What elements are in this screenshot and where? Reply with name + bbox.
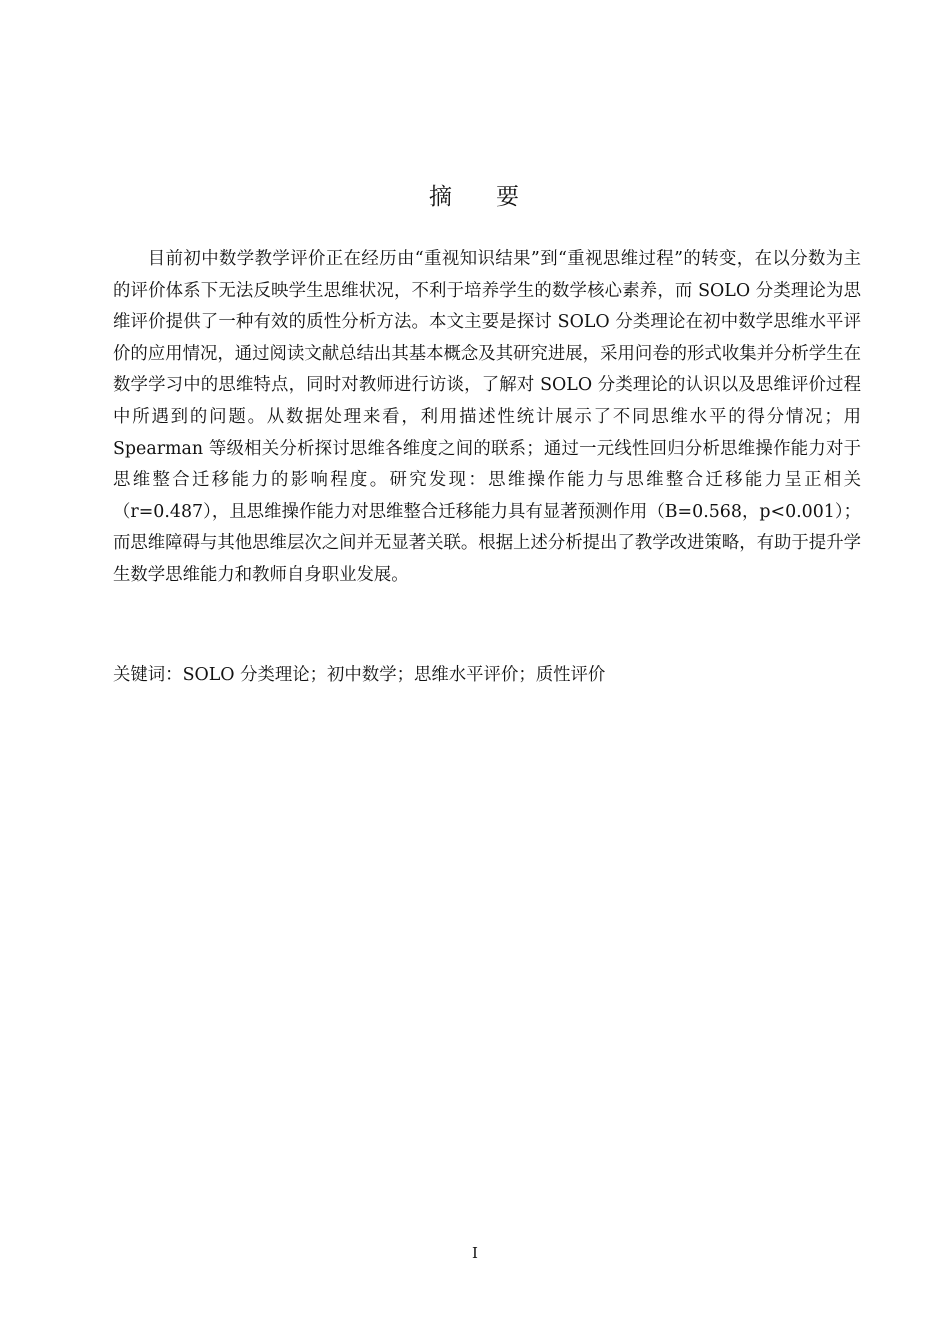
abstract-heading-part1: 摘 xyxy=(429,184,454,210)
keywords-line xyxy=(113,660,861,691)
page-number: I xyxy=(472,1244,478,1262)
abstract-body: 目前初中数学教学评价正在经历由“重视知识结果”到“重视思维过程”的转变，在以分数为主的评价体系下无法反映学生思维状况，不利于培养学生的数学核心素养，而 SOLO 分类理论为思维评价提供了一种有效的质性分析方法。本文主要是探讨 SOLO 分类理论在初中数学思维水平评价的应用情况，通过阅读文献总结出其基本概念及其研究进展，采用问卷的形式收集并分析学生在数学学习中的思维特点，同时对教师进行访谈，了解对 SOLO 分类理论的认识以及思维评价过程中所遇到的问题。从数据处理来看，利用描述性统计展示了不同思维水平的得分情况；用 Spearman 等级相关分析探讨思维各维度之间的联系；通过一元线性回归分析思维操作能力对于思维整合迁移能力的影响程度。研究发现：思维操作能力与思维整合迁移能力呈正相关（r=0.487），且思维操作能力对思维整合迁移能力具有显著预测作用（B=0.568，p<0.001）；而思维障碍与其他思维层次之间并无显著关联。根据上述分析提出了教学改进策略，有助于提升学生数学思维能力和教师自身职业发展。 xyxy=(113,249,861,585)
keywords-text: SOLO 分类理论；初中数学；思维水平评价；质性评价 xyxy=(182,665,606,685)
abstract-heading-part2: 要 xyxy=(496,184,521,210)
abstract-heading xyxy=(0,178,950,211)
keywords-label: 关键词： xyxy=(113,665,183,685)
